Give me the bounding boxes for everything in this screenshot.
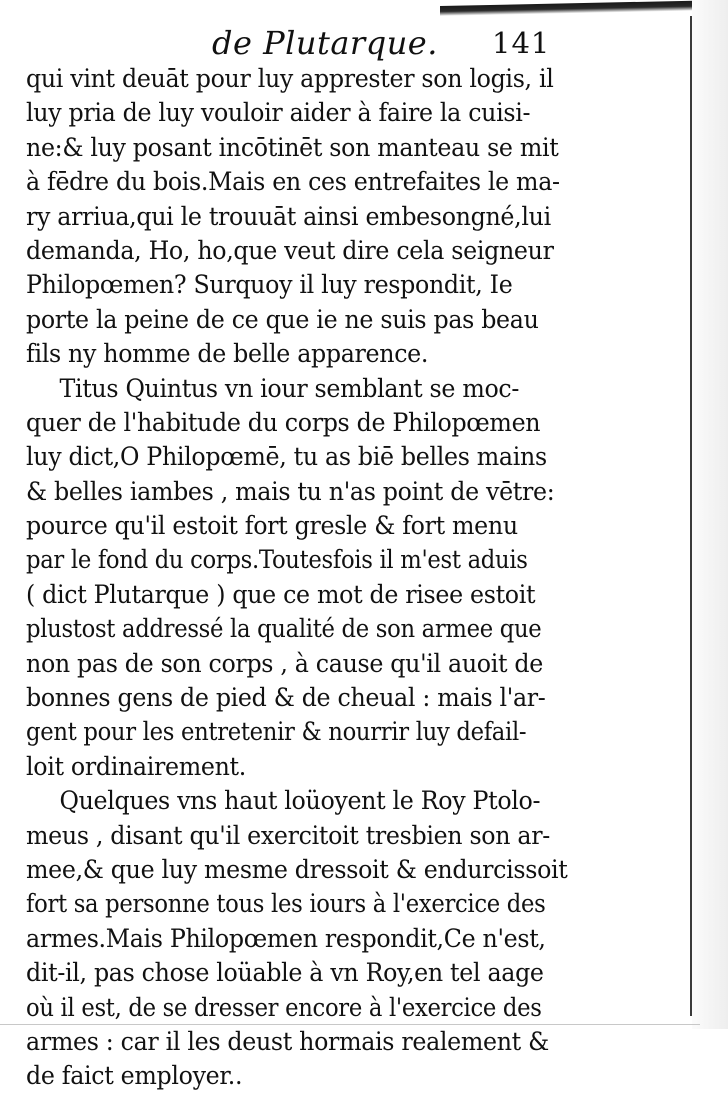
page-margin-right: [692, 0, 728, 1029]
text-line: de faict employer..: [26, 1061, 243, 1092]
text-line: où il est, de se dresser encore à l'exercice des: [26, 992, 542, 1023]
text-line: ry arriua,qui le trouuāt ainsi embesongné,lui: [26, 201, 551, 232]
text-line: bonnes gens de pied & de cheual : mais l'ar-: [26, 683, 546, 714]
text-line: fils ny homme de belle apparence.: [26, 339, 429, 370]
text-line: ( dict Plutarque ) que ce mot de risee estoit: [26, 579, 536, 610]
text-line: quer de l'habitude du corps de Philopœmen: [26, 407, 541, 438]
page-edge-right: [690, 16, 692, 1016]
text-line: Philopœmen? Surquoy il luy respondit, Ie: [26, 270, 513, 301]
paragraph-start-line: Titus Quintus vn iour semblant se moc-: [59, 373, 520, 404]
text-line: & belles iambes , mais tu n'as point de vētre:: [26, 476, 555, 507]
text-line: gent pour les entretenir & nourrir luy defail-: [26, 717, 527, 748]
text-line: fort sa personne tous les iours à l'exercice des: [26, 889, 546, 920]
text-line: pource qu'il estoit fort gresle & fort menu: [26, 511, 518, 542]
text-line: par le fond du corps.Toutesfois il m'est aduis: [26, 545, 528, 576]
text-line: qui vint deuāt pour luy apprester son logis, il: [26, 64, 554, 94]
page-edge-top: [440, 0, 728, 16]
running-head: de Plutarque.: [212, 24, 438, 62]
text-line: mee,& que luy mesme dressoit & endurcissoit: [26, 854, 568, 885]
text-line: ne:& luy posant incōtinēt son manteau se mit: [26, 132, 559, 163]
text-line: plustost addressé la qualité de son armee que: [26, 614, 542, 645]
text-line: demanda, Ho, ho,que veut dire cela seigneur: [26, 235, 554, 266]
text-line: dit-il, pas chose loüable à vn Roy,en tel aage: [26, 958, 544, 989]
text-line: armes.Mais Philopœmen respondit,Ce n'est,: [26, 923, 546, 954]
text-line: à fēdre du bois.Mais en ces entrefaites le ma-: [26, 167, 560, 198]
text-line: non pas de son corps , à cause qu'il auoit de: [26, 648, 543, 679]
body-text: [26, 62, 566, 1094]
text-line: porte la peine de ce que ie ne suis pas beau: [26, 304, 539, 335]
text-line: meus , disant qu'il exercitoit tresbien son ar-: [26, 820, 550, 851]
text-line: luy pria de luy vouloir aider à faire la cuisi-: [26, 98, 531, 129]
page-number: 141: [492, 26, 551, 60]
text-line: luy dict,O Philopœmē, tu as biē belles mains: [26, 442, 547, 473]
text-line: armes : car il les deust hormais realement &: [26, 1026, 549, 1057]
paragraph-start-line: Quelques vns haut loüoyent le Roy Ptolo-: [59, 786, 541, 817]
text-line: loit ordinairement.: [26, 751, 246, 782]
